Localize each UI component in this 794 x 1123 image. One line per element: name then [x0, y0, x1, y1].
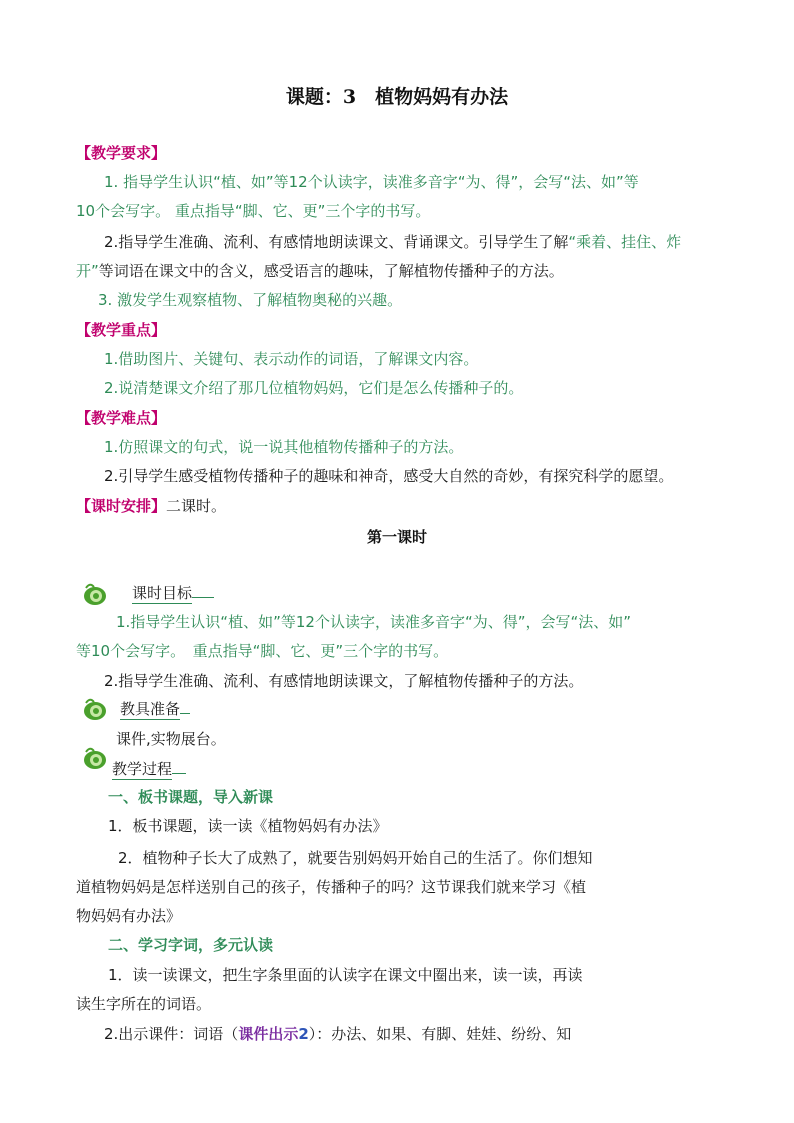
courseware-number: 2 — [298, 1025, 309, 1043]
prep-text: 课件,实物展台。 — [116, 730, 226, 748]
snail-icon — [82, 746, 108, 770]
prep-label-text: 教具准备 — [120, 700, 181, 718]
difficulty-2: 2.引导学生感受植物传播种子的趣味和神奇，感受大自然的奇妙，有探究科学的愿望。 — [104, 467, 674, 485]
step-2-para-1-line-1: 1．读一读课文，把生字条里面的认读字在课文中圈出来，读一读，再读 — [108, 966, 583, 984]
key-point-2: 2.说清楚课文介绍了那几位植物妈妈，它们是怎么传播种子的。 — [104, 379, 524, 397]
process-label — [112, 759, 186, 779]
prep-underline-tail — [180, 712, 190, 714]
difficulties-heading: 【教学难点】 — [76, 409, 167, 427]
prep-label — [120, 699, 190, 719]
goal-1-line-1: 1.指导学生认识“植、如”等12个认读字，读准多音字“为、得”，会写“法、如” — [116, 613, 632, 631]
step-1-para-2-line-2: 道植物妈妈是怎样送别自己的孩子，传播种子的吗？这节课我们就来学习《植 — [76, 878, 587, 896]
requirement-3: 3. 激发学生观察植物、了解植物奥秘的兴趣。 — [98, 291, 403, 309]
difficulty-1: 1.仿照课文的句式，说一说其他植物传播种子的方法。 — [104, 438, 464, 456]
snail-icon — [82, 582, 108, 606]
schedule-heading: 【课时安排】 — [76, 497, 167, 515]
requirement-2-line-1 — [104, 232, 681, 252]
step-1-para-2-line-3: 物妈妈有办法》 — [76, 907, 182, 925]
period-title: 第一课时 — [366, 528, 427, 546]
snail-icon — [82, 697, 108, 721]
process-underline-tail — [172, 772, 186, 774]
goal-underline-tail — [192, 596, 214, 598]
key-point-1: 1.借助图片、关键句、表示动作的词语，了解课文内容。 — [104, 350, 479, 368]
schedule-line — [76, 496, 226, 516]
key-points-heading: 【教学重点】 — [76, 321, 167, 339]
goal-label-text: 课时目标 — [132, 584, 193, 602]
schedule-text: 二课时。 — [166, 497, 227, 515]
goal-2: 2.指导学生准确、流利、有感情地朗读课文，了解植物传播种子的方法。 — [104, 672, 584, 690]
step-1-heading: 一、板书课题，导入新课 — [108, 788, 274, 806]
requirement-2-text-cont: 等词语在课文中的含义，感受语言的趣味，了解植物传播种子的方法。 — [98, 262, 564, 280]
requirement-2-words-cont: 开” — [76, 262, 99, 280]
requirement-1-line-2: 10个会写字。 重点指导“脚、它、更”三个字的书写。 — [76, 202, 431, 220]
step-2-para-2-text: 2.出示课件：词语（ — [104, 1025, 239, 1043]
step-2-para-2 — [104, 1024, 571, 1044]
step-2-para-1-line-2: 读生字所在的词语。 — [76, 995, 212, 1013]
requirement-1-line-1: 1. 指导学生认识“植、如”等12个认读字，读准多音字“为、得”，会写“法、如”等 — [104, 173, 639, 191]
page-title: 课题：3 植物妈妈有办法 — [285, 86, 509, 108]
process-label-text: 教学过程 — [112, 760, 173, 778]
step-2-para-2-words: ）：办法、如果、有脚、娃娃、纷纷、知 — [308, 1025, 572, 1043]
requirements-heading: 【教学要求】 — [76, 144, 167, 162]
goal-1-line-2: 等10个会写字。 重点指导“脚、它、更”三个字的书写。 — [76, 642, 449, 660]
step-2-heading: 二、学习字词，多元认读 — [108, 936, 274, 954]
courseware-label: 课件出示 — [238, 1025, 299, 1043]
step-1-para-2-line-1: 2．植物种子长大了成熟了，就要告别妈妈开始自己的生活了。你们想知 — [118, 849, 593, 867]
requirement-2-words: “乘着、挂住、炸 — [568, 233, 682, 251]
requirement-2-text: 2.指导学生准确、流利、有感情地朗读课文、背诵课文。引导学生了解 — [104, 233, 569, 251]
goal-label — [132, 583, 214, 603]
step-1-para-1: 1．板书课题，读一读《植物妈妈有办法》 — [108, 817, 388, 835]
requirement-2-line-2 — [76, 261, 564, 281]
